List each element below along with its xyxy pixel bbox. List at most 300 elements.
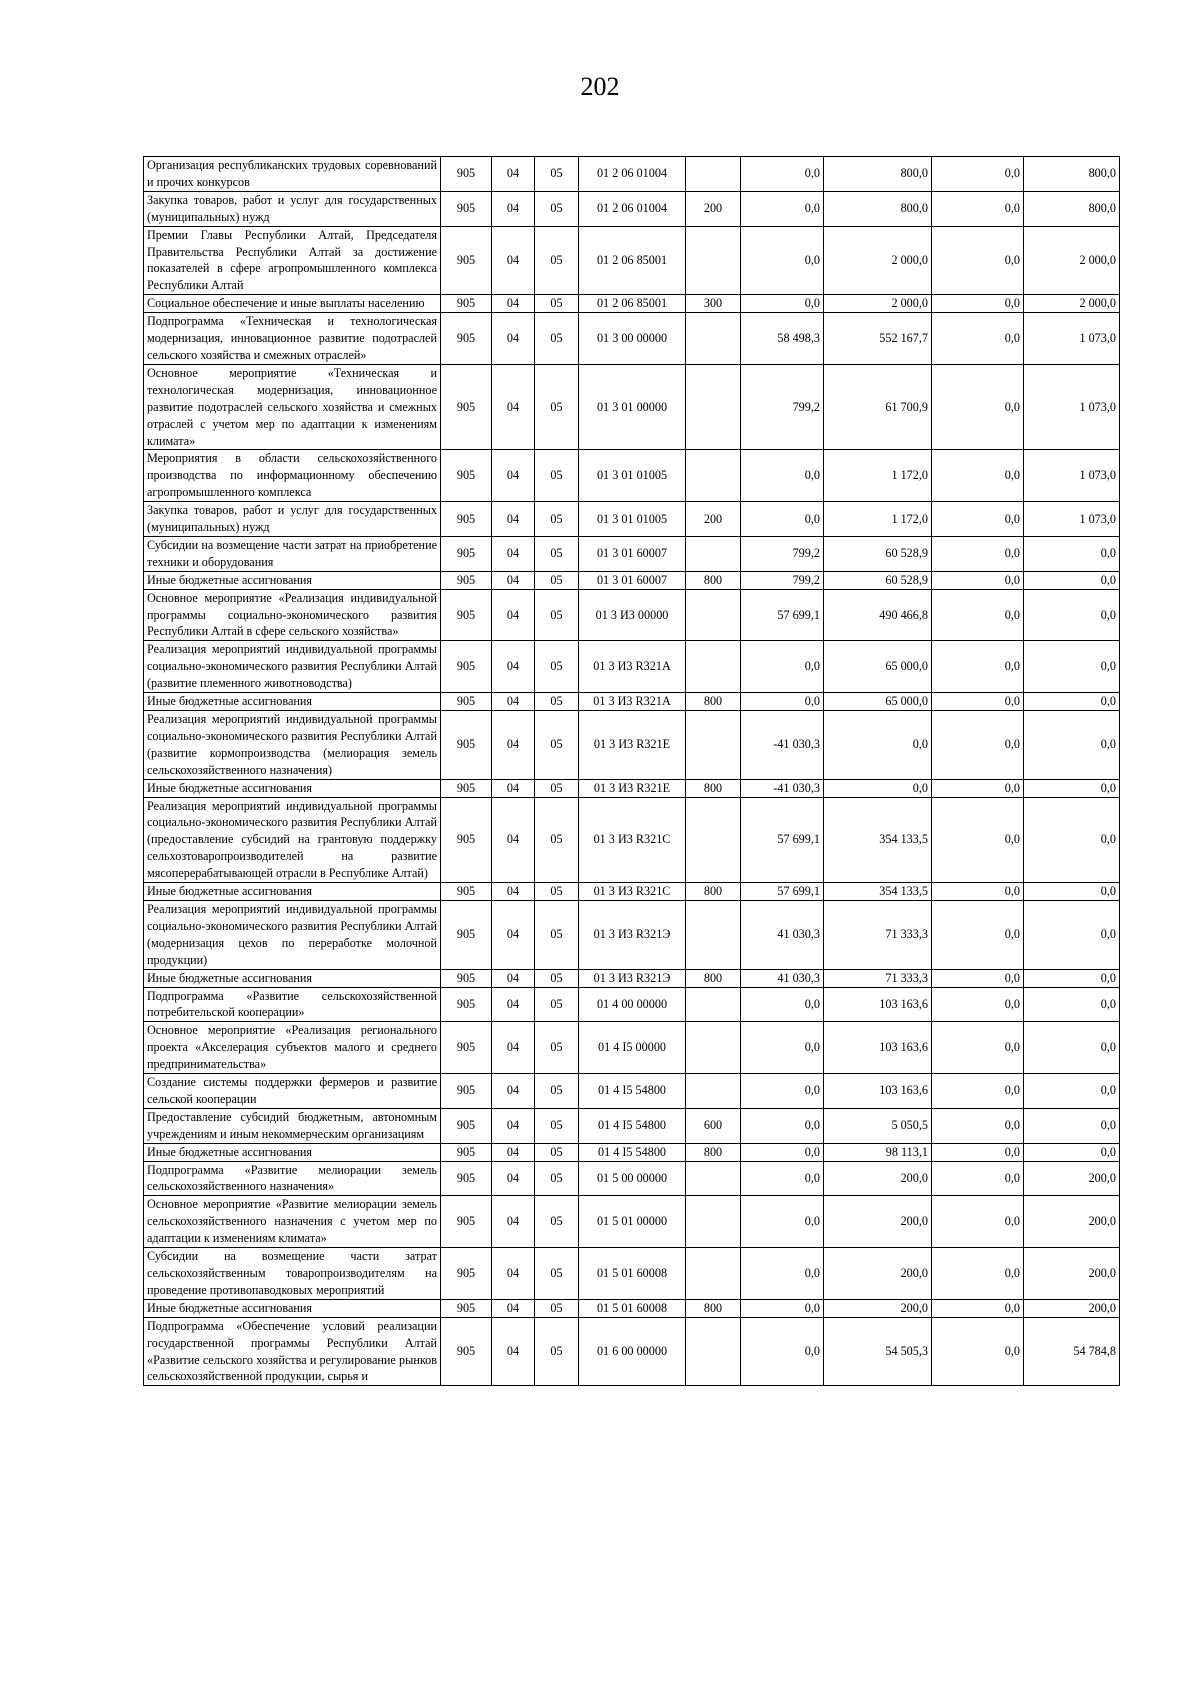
line-item-name: Подпрограмма «Обеспечение условий реализации государственной программы Республики Алтай «Развитие сельского хозяйства и регулирование рынков сельскохозяйственной продукции, сырья и xyxy=(144,1317,441,1386)
section-code: 04 xyxy=(492,364,535,450)
line-item-name: Создание системы поддержки фермеров и развитие сельской кооперации xyxy=(144,1074,441,1109)
subsection-code: 05 xyxy=(535,571,579,589)
admin-code: 905 xyxy=(441,900,492,969)
amount-col-3: 0,0 xyxy=(932,900,1024,969)
subsection-code: 05 xyxy=(535,295,579,313)
amount-col-3: 0,0 xyxy=(932,1161,1024,1196)
expense-type-code: 800 xyxy=(686,1299,741,1317)
amount-col-2: 200,0 xyxy=(824,1161,932,1196)
expense-type-code xyxy=(686,536,741,571)
expense-type-code: 800 xyxy=(686,969,741,987)
section-code: 04 xyxy=(492,157,535,192)
table-row xyxy=(144,641,1120,693)
amount-col-3: 0,0 xyxy=(932,1299,1024,1317)
amount-col-4: 1 073,0 xyxy=(1024,450,1120,502)
line-item-name: Иные бюджетные ассигнования xyxy=(144,779,441,797)
amount-col-1: 57 699,1 xyxy=(741,883,824,901)
table-row xyxy=(144,1299,1120,1317)
subsection-code: 05 xyxy=(535,987,579,1022)
section-code: 04 xyxy=(492,883,535,901)
amount-col-4: 800,0 xyxy=(1024,191,1120,226)
target-article-code: 01 4 I5 00000 xyxy=(579,1022,686,1074)
amount-col-2: 98 113,1 xyxy=(824,1143,932,1161)
line-item-name: Подпрограмма «Техническая и технологическая модернизация, инновационное развитие подотраслей сельского хозяйства и смежных отраслей» xyxy=(144,313,441,365)
expense-type-code: 800 xyxy=(686,1143,741,1161)
subsection-code: 05 xyxy=(535,1143,579,1161)
amount-col-3: 0,0 xyxy=(932,450,1024,502)
table-row xyxy=(144,779,1120,797)
amount-col-3: 0,0 xyxy=(932,1317,1024,1386)
table-row xyxy=(144,502,1120,537)
table-row xyxy=(144,364,1120,450)
target-article-code: 01 2 06 01004 xyxy=(579,191,686,226)
amount-col-2: 200,0 xyxy=(824,1196,932,1248)
admin-code: 905 xyxy=(441,313,492,365)
amount-col-1: -41 030,3 xyxy=(741,711,824,780)
line-item-name: Основное мероприятие «Реализация регионального проекта «Акселерация субъектов малого и среднего предпринимательства» xyxy=(144,1022,441,1074)
amount-col-1: 0,0 xyxy=(741,157,824,192)
subsection-code: 05 xyxy=(535,1196,579,1248)
subsection-code: 05 xyxy=(535,536,579,571)
amount-col-2: 490 466,8 xyxy=(824,589,932,641)
table-row xyxy=(144,1108,1120,1143)
section-code: 04 xyxy=(492,1143,535,1161)
table-body xyxy=(144,157,1120,1386)
amount-col-1: 0,0 xyxy=(741,987,824,1022)
amount-col-1: 58 498,3 xyxy=(741,313,824,365)
amount-col-4: 800,0 xyxy=(1024,157,1120,192)
target-article-code: 01 3 01 60007 xyxy=(579,571,686,589)
target-article-code: 01 3 И3 R321C xyxy=(579,883,686,901)
line-item-name: Субсидии на возмещение части затрат сельскохозяйственным товаропроизводителям на проведение противопаводковых мероприятий xyxy=(144,1248,441,1300)
admin-code: 905 xyxy=(441,1317,492,1386)
target-article-code: 01 5 01 00000 xyxy=(579,1196,686,1248)
admin-code: 905 xyxy=(441,1108,492,1143)
expense-type-code xyxy=(686,1022,741,1074)
subsection-code: 05 xyxy=(535,589,579,641)
section-code: 04 xyxy=(492,797,535,883)
amount-col-3: 0,0 xyxy=(932,1248,1024,1300)
amount-col-4: 0,0 xyxy=(1024,1143,1120,1161)
admin-code: 905 xyxy=(441,157,492,192)
expense-type-code xyxy=(686,1074,741,1109)
amount-col-4: 0,0 xyxy=(1024,797,1120,883)
expense-type-code: 200 xyxy=(686,502,741,537)
admin-code: 905 xyxy=(441,779,492,797)
admin-code: 905 xyxy=(441,1299,492,1317)
amount-col-1: 0,0 xyxy=(741,295,824,313)
amount-col-1: -41 030,3 xyxy=(741,779,824,797)
page-number: 202 xyxy=(580,72,620,101)
expense-type-code xyxy=(686,987,741,1022)
table-row xyxy=(144,900,1120,969)
expense-type-code xyxy=(686,450,741,502)
expense-type-code xyxy=(686,900,741,969)
amount-col-4: 0,0 xyxy=(1024,589,1120,641)
subsection-code: 05 xyxy=(535,1022,579,1074)
admin-code: 905 xyxy=(441,693,492,711)
subsection-code: 05 xyxy=(535,1317,579,1386)
amount-col-4: 200,0 xyxy=(1024,1196,1120,1248)
table-row xyxy=(144,589,1120,641)
target-article-code: 01 5 00 00000 xyxy=(579,1161,686,1196)
amount-col-2: 61 700,9 xyxy=(824,364,932,450)
target-article-code: 01 5 01 60008 xyxy=(579,1299,686,1317)
table-row xyxy=(144,1317,1120,1386)
subsection-code: 05 xyxy=(535,1161,579,1196)
subsection-code: 05 xyxy=(535,157,579,192)
amount-col-2: 2 000,0 xyxy=(824,226,932,295)
amount-col-4: 2 000,0 xyxy=(1024,295,1120,313)
table-row xyxy=(144,1161,1120,1196)
line-item-name: Организация республиканских трудовых соревнований и прочих конкурсов xyxy=(144,157,441,192)
amount-col-2: 103 163,6 xyxy=(824,1022,932,1074)
subsection-code: 05 xyxy=(535,1248,579,1300)
admin-code: 905 xyxy=(441,502,492,537)
amount-col-4: 0,0 xyxy=(1024,1108,1120,1143)
table-row xyxy=(144,969,1120,987)
amount-col-4: 0,0 xyxy=(1024,1074,1120,1109)
admin-code: 905 xyxy=(441,641,492,693)
amount-col-1: 0,0 xyxy=(741,226,824,295)
amount-col-3: 0,0 xyxy=(932,779,1024,797)
amount-col-3: 0,0 xyxy=(932,969,1024,987)
table-row xyxy=(144,1022,1120,1074)
table-row xyxy=(144,450,1120,502)
line-item-name: Иные бюджетные ассигнования xyxy=(144,1143,441,1161)
target-article-code: 01 3 00 00000 xyxy=(579,313,686,365)
amount-col-2: 2 000,0 xyxy=(824,295,932,313)
expense-type-code: 800 xyxy=(686,779,741,797)
table-row xyxy=(144,797,1120,883)
section-code: 04 xyxy=(492,987,535,1022)
table-row xyxy=(144,711,1120,780)
target-article-code: 01 4 I5 54800 xyxy=(579,1108,686,1143)
expense-type-code xyxy=(686,157,741,192)
amount-col-1: 57 699,1 xyxy=(741,589,824,641)
budget-table xyxy=(143,156,1120,1386)
section-code: 04 xyxy=(492,536,535,571)
amount-col-1: 0,0 xyxy=(741,1248,824,1300)
amount-col-4: 0,0 xyxy=(1024,779,1120,797)
amount-col-4: 1 073,0 xyxy=(1024,364,1120,450)
target-article-code: 01 3 01 00000 xyxy=(579,364,686,450)
target-article-code: 01 3 01 01005 xyxy=(579,502,686,537)
target-article-code: 01 3 И3 R321C xyxy=(579,797,686,883)
expense-type-code xyxy=(686,313,741,365)
expense-type-code xyxy=(686,1161,741,1196)
line-item-name: Иные бюджетные ассигнования xyxy=(144,571,441,589)
amount-col-1: 0,0 xyxy=(741,1317,824,1386)
amount-col-3: 0,0 xyxy=(932,1108,1024,1143)
line-item-name: Предоставление субсидий бюджетным, автономным учреждениям и иным некоммерческим организациям xyxy=(144,1108,441,1143)
admin-code: 905 xyxy=(441,1161,492,1196)
amount-col-2: 65 000,0 xyxy=(824,641,932,693)
target-article-code: 01 4 I5 54800 xyxy=(579,1143,686,1161)
amount-col-4: 0,0 xyxy=(1024,883,1120,901)
amount-col-2: 54 505,3 xyxy=(824,1317,932,1386)
section-code: 04 xyxy=(492,1248,535,1300)
subsection-code: 05 xyxy=(535,711,579,780)
section-code: 04 xyxy=(492,693,535,711)
amount-col-3: 0,0 xyxy=(932,571,1024,589)
expense-type-code xyxy=(686,797,741,883)
line-item-name: Реализация мероприятий индивидуальной программы социально-экономического развития Республики Алтай (модернизация цехов по переработке молочной продукции) xyxy=(144,900,441,969)
amount-col-2: 103 163,6 xyxy=(824,987,932,1022)
admin-code: 905 xyxy=(441,883,492,901)
line-item-name: Подпрограмма «Развитие мелиорации земель сельскохозяйственного назначения» xyxy=(144,1161,441,1196)
expense-type-code xyxy=(686,641,741,693)
section-code: 04 xyxy=(492,191,535,226)
amount-col-3: 0,0 xyxy=(932,313,1024,365)
target-article-code: 01 3 И3 R321A xyxy=(579,641,686,693)
amount-col-1: 0,0 xyxy=(741,450,824,502)
subsection-code: 05 xyxy=(535,797,579,883)
section-code: 04 xyxy=(492,1022,535,1074)
amount-col-1: 0,0 xyxy=(741,1108,824,1143)
subsection-code: 05 xyxy=(535,779,579,797)
table-row xyxy=(144,571,1120,589)
subsection-code: 05 xyxy=(535,883,579,901)
line-item-name: Субсидии на возмещение части затрат на приобретение техники и оборудования xyxy=(144,536,441,571)
target-article-code: 01 3 И3 R321E xyxy=(579,711,686,780)
target-article-code: 01 3 И3 R321A xyxy=(579,693,686,711)
amount-col-4: 200,0 xyxy=(1024,1161,1120,1196)
table-row xyxy=(144,1248,1120,1300)
target-article-code: 01 2 06 85001 xyxy=(579,295,686,313)
amount-col-1: 0,0 xyxy=(741,1074,824,1109)
table-row xyxy=(144,157,1120,192)
amount-col-4: 0,0 xyxy=(1024,571,1120,589)
subsection-code: 05 xyxy=(535,1299,579,1317)
admin-code: 905 xyxy=(441,295,492,313)
amount-col-3: 0,0 xyxy=(932,883,1024,901)
target-article-code: 01 2 06 01004 xyxy=(579,157,686,192)
amount-col-1: 0,0 xyxy=(741,1299,824,1317)
section-code: 04 xyxy=(492,900,535,969)
amount-col-2: 1 172,0 xyxy=(824,502,932,537)
amount-col-2: 103 163,6 xyxy=(824,1074,932,1109)
target-article-code: 01 3 01 60007 xyxy=(579,536,686,571)
line-item-name: Реализация мероприятий индивидуальной программы социально-экономического развития Республики Алтай (предоставление субсидий на грантовую поддержку сельхозтоваропроизводителей на развитие мясоперерабатывающей отрасли в Республике Алтай) xyxy=(144,797,441,883)
admin-code: 905 xyxy=(441,536,492,571)
amount-col-3: 0,0 xyxy=(932,589,1024,641)
section-code: 04 xyxy=(492,589,535,641)
amount-col-2: 200,0 xyxy=(824,1248,932,1300)
amount-col-3: 0,0 xyxy=(932,1022,1024,1074)
target-article-code: 01 5 01 60008 xyxy=(579,1248,686,1300)
amount-col-2: 0,0 xyxy=(824,711,932,780)
table-row xyxy=(144,536,1120,571)
admin-code: 905 xyxy=(441,1022,492,1074)
line-item-name: Премии Главы Республики Алтай, Председателя Правительства Республики Алтай за достижение показателей в сфере агропромышленного комплекса Республики Алтай xyxy=(144,226,441,295)
admin-code: 905 xyxy=(441,589,492,641)
amount-col-1: 41 030,3 xyxy=(741,969,824,987)
amount-col-4: 0,0 xyxy=(1024,969,1120,987)
admin-code: 905 xyxy=(441,364,492,450)
amount-col-1: 0,0 xyxy=(741,1161,824,1196)
table-row xyxy=(144,295,1120,313)
amount-col-4: 0,0 xyxy=(1024,536,1120,571)
table-row xyxy=(144,191,1120,226)
amount-col-2: 71 333,3 xyxy=(824,969,932,987)
amount-col-4: 200,0 xyxy=(1024,1248,1120,1300)
amount-col-2: 0,0 xyxy=(824,779,932,797)
amount-col-3: 0,0 xyxy=(932,641,1024,693)
amount-col-2: 71 333,3 xyxy=(824,900,932,969)
amount-col-3: 0,0 xyxy=(932,536,1024,571)
table-row xyxy=(144,1196,1120,1248)
expense-type-code xyxy=(686,1248,741,1300)
amount-col-2: 65 000,0 xyxy=(824,693,932,711)
table-row xyxy=(144,313,1120,365)
amount-col-2: 60 528,9 xyxy=(824,536,932,571)
section-code: 04 xyxy=(492,969,535,987)
amount-col-1: 0,0 xyxy=(741,1143,824,1161)
amount-col-1: 0,0 xyxy=(741,641,824,693)
line-item-name: Мероприятия в области сельскохозяйственного производства по информационному обеспечению агропромышленного комплекса xyxy=(144,450,441,502)
amount-col-4: 54 784,8 xyxy=(1024,1317,1120,1386)
amount-col-1: 0,0 xyxy=(741,693,824,711)
line-item-name: Основное мероприятие «Техническая и технологическая модернизация, инновационное развитие подотраслей сельского хозяйства и смежных отраслей с учетом мер по адаптации к изменениям климата» xyxy=(144,364,441,450)
amount-col-4: 0,0 xyxy=(1024,641,1120,693)
section-code: 04 xyxy=(492,779,535,797)
target-article-code: 01 2 06 85001 xyxy=(579,226,686,295)
expense-type-code xyxy=(686,364,741,450)
table-row xyxy=(144,987,1120,1022)
amount-col-1: 0,0 xyxy=(741,1022,824,1074)
amount-col-2: 200,0 xyxy=(824,1299,932,1317)
line-item-name: Реализация мероприятий индивидуальной программы социально-экономического развития Республики Алтай (развитие кормопроизводства (мелиорация земель сельскохозяйственного назначения) xyxy=(144,711,441,780)
target-article-code: 01 6 00 00000 xyxy=(579,1317,686,1386)
target-article-code: 01 3 И3 R321Э xyxy=(579,969,686,987)
amount-col-4: 0,0 xyxy=(1024,987,1120,1022)
line-item-name: Реализация мероприятий индивидуальной программы социально-экономического развития Республики Алтай (развитие племенного животноводства) xyxy=(144,641,441,693)
amount-col-2: 800,0 xyxy=(824,157,932,192)
section-code: 04 xyxy=(492,1161,535,1196)
amount-col-4: 0,0 xyxy=(1024,900,1120,969)
admin-code: 905 xyxy=(441,711,492,780)
table-row xyxy=(144,1074,1120,1109)
admin-code: 905 xyxy=(441,969,492,987)
admin-code: 905 xyxy=(441,191,492,226)
amount-col-4: 0,0 xyxy=(1024,693,1120,711)
line-item-name: Социальное обеспечение и иные выплаты населению xyxy=(144,295,441,313)
target-article-code: 01 3 01 01005 xyxy=(579,450,686,502)
subsection-code: 05 xyxy=(535,693,579,711)
line-item-name: Основное мероприятие «Реализация индивидуальной программы социально-экономического развития Республики Алтай в сфере сельского хозяйства» xyxy=(144,589,441,641)
line-item-name: Иные бюджетные ассигнования xyxy=(144,969,441,987)
table-row xyxy=(144,226,1120,295)
line-item-name: Закупка товаров, работ и услуг для государственных (муниципальных) нужд xyxy=(144,191,441,226)
section-code: 04 xyxy=(492,1317,535,1386)
section-code: 04 xyxy=(492,502,535,537)
subsection-code: 05 xyxy=(535,226,579,295)
amount-col-3: 0,0 xyxy=(932,295,1024,313)
subsection-code: 05 xyxy=(535,1108,579,1143)
amount-col-2: 354 133,5 xyxy=(824,883,932,901)
amount-col-3: 0,0 xyxy=(932,711,1024,780)
section-code: 04 xyxy=(492,1108,535,1143)
admin-code: 905 xyxy=(441,226,492,295)
subsection-code: 05 xyxy=(535,450,579,502)
section-code: 04 xyxy=(492,711,535,780)
expense-type-code: 600 xyxy=(686,1108,741,1143)
admin-code: 905 xyxy=(441,987,492,1022)
target-article-code: 01 4 00 00000 xyxy=(579,987,686,1022)
line-item-name: Закупка товаров, работ и услуг для государственных (муниципальных) нужд xyxy=(144,502,441,537)
admin-code: 905 xyxy=(441,1248,492,1300)
line-item-name: Подпрограмма «Развитие сельскохозяйственной потребительской кооперации» xyxy=(144,987,441,1022)
expense-type-code: 800 xyxy=(686,571,741,589)
amount-col-3: 0,0 xyxy=(932,1074,1024,1109)
amount-col-2: 354 133,5 xyxy=(824,797,932,883)
expense-type-code xyxy=(686,226,741,295)
amount-col-3: 0,0 xyxy=(932,226,1024,295)
line-item-name: Иные бюджетные ассигнования xyxy=(144,883,441,901)
amount-col-3: 0,0 xyxy=(932,987,1024,1022)
line-item-name: Иные бюджетные ассигнования xyxy=(144,1299,441,1317)
subsection-code: 05 xyxy=(535,313,579,365)
expense-type-code xyxy=(686,589,741,641)
line-item-name: Иные бюджетные ассигнования xyxy=(144,693,441,711)
table-row xyxy=(144,883,1120,901)
amount-col-4: 1 073,0 xyxy=(1024,313,1120,365)
amount-col-4: 1 073,0 xyxy=(1024,502,1120,537)
amount-col-4: 2 000,0 xyxy=(1024,226,1120,295)
amount-col-2: 60 528,9 xyxy=(824,571,932,589)
section-code: 04 xyxy=(492,1074,535,1109)
admin-code: 905 xyxy=(441,571,492,589)
amount-col-3: 0,0 xyxy=(932,1196,1024,1248)
target-article-code: 01 3 И3 00000 xyxy=(579,589,686,641)
section-code: 04 xyxy=(492,641,535,693)
section-code: 04 xyxy=(492,1299,535,1317)
target-article-code: 01 4 I5 54800 xyxy=(579,1074,686,1109)
admin-code: 905 xyxy=(441,450,492,502)
admin-code: 905 xyxy=(441,1143,492,1161)
expense-type-code: 800 xyxy=(686,693,741,711)
subsection-code: 05 xyxy=(535,641,579,693)
section-code: 04 xyxy=(492,295,535,313)
amount-col-3: 0,0 xyxy=(932,157,1024,192)
amount-col-2: 5 050,5 xyxy=(824,1108,932,1143)
amount-col-3: 0,0 xyxy=(932,797,1024,883)
amount-col-3: 0,0 xyxy=(932,1143,1024,1161)
admin-code: 905 xyxy=(441,1074,492,1109)
target-article-code: 01 3 И3 R321E xyxy=(579,779,686,797)
amount-col-3: 0,0 xyxy=(932,693,1024,711)
expense-type-code: 200 xyxy=(686,191,741,226)
amount-col-1: 0,0 xyxy=(741,502,824,537)
amount-col-1: 0,0 xyxy=(741,191,824,226)
expense-type-code xyxy=(686,1196,741,1248)
amount-col-3: 0,0 xyxy=(932,364,1024,450)
section-code: 04 xyxy=(492,450,535,502)
amount-col-4: 0,0 xyxy=(1024,1022,1120,1074)
subsection-code: 05 xyxy=(535,900,579,969)
expense-type-code: 300 xyxy=(686,295,741,313)
amount-col-2: 1 172,0 xyxy=(824,450,932,502)
admin-code: 905 xyxy=(441,1196,492,1248)
section-code: 04 xyxy=(492,313,535,365)
amount-col-2: 552 167,7 xyxy=(824,313,932,365)
table-row xyxy=(144,693,1120,711)
amount-col-1: 799,2 xyxy=(741,571,824,589)
amount-col-4: 200,0 xyxy=(1024,1299,1120,1317)
expense-type-code xyxy=(686,711,741,780)
amount-col-3: 0,0 xyxy=(932,191,1024,226)
